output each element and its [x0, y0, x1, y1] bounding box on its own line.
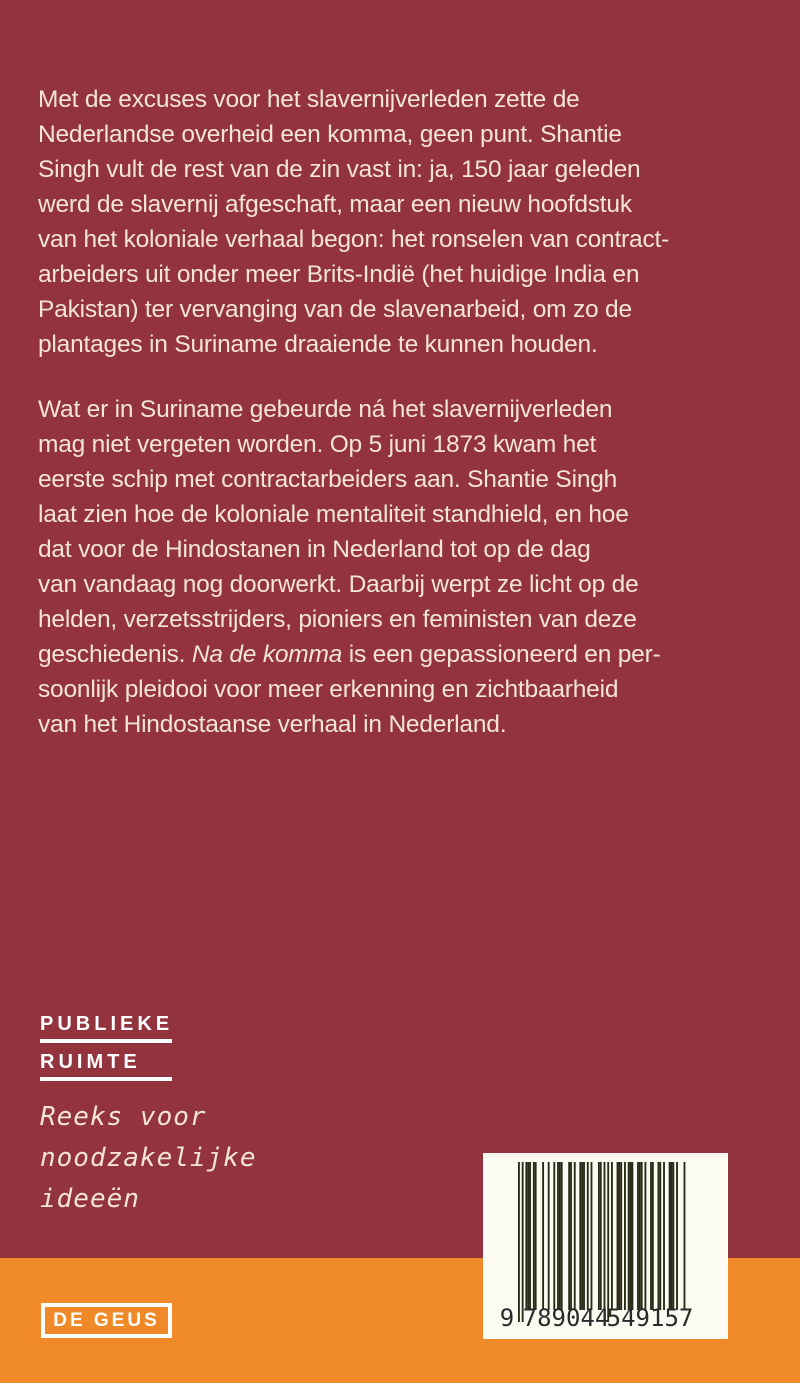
tagline-line: Reeks voor — [40, 1102, 207, 1132]
barcode-bars — [518, 1162, 685, 1322]
blurb-line: arbeiders uit onder meer Brits-Indië (het huidige India en — [38, 261, 640, 288]
barcode-digits-right: 549157 — [606, 1304, 694, 1332]
tagline-line: ideeën — [40, 1184, 140, 1214]
publisher-logo-text: DE GEUS — [53, 1309, 160, 1331]
back-cover-blurb — [38, 82, 778, 772]
series-tagline — [40, 1097, 257, 1220]
blurb-line: van het koloniale verhaal begon: het ronselen van contract- — [38, 226, 670, 253]
barcode — [483, 1153, 728, 1339]
barcode-digit-first: 9 — [499, 1304, 515, 1332]
barcode-digits-left: 789044 — [522, 1304, 610, 1332]
blurb-line: Nederlandse overheid een komma, geen punt. Shantie — [38, 121, 622, 148]
series-name-line-1: PUBLIEKE — [40, 1014, 172, 1043]
blurb-line: plantages in Suriname draaiende te kunnen houden. — [38, 331, 598, 358]
tagline-line: noodzakelijke — [40, 1143, 257, 1173]
blurb-line: Wat er in Suriname gebeurde ná het slavernijverleden — [38, 396, 613, 423]
book-title-italic: Na de komma — [191, 641, 343, 668]
blurb-line: mag niet vergeten worden. Op 5 juni 1873 kwam het — [38, 431, 597, 458]
blurb-line: werd de slavernij afgeschaft, maar een nieuw hoofdstuk — [38, 191, 632, 218]
blurb-line: van vandaag nog doorwerkt. Daarbij werpt ze licht op de — [38, 571, 639, 598]
blurb-text: geschiedenis. — [38, 641, 192, 668]
blurb-line-with-book-title — [38, 637, 778, 672]
blurb-line: Singh vult de rest van de zin vast in: ja, 150 jaar geleden — [38, 156, 641, 183]
blurb-line: eerste schip met contractarbeiders aan. Shantie Singh — [38, 466, 618, 493]
blurb-line: Pakistan) ter vervanging van de slavenarbeid, om zo de — [38, 296, 632, 323]
blurb-line: van het Hindostaanse verhaal in Nederland. — [38, 711, 507, 738]
series-name-line-2: RUIMTE — [40, 1052, 172, 1081]
blurb-text: is een gepassioneerd en per- — [342, 641, 661, 668]
series-name — [40, 1014, 172, 1090]
blurb-paragraph-2 — [38, 392, 778, 742]
blurb-line: helden, verzetsstrijders, pioniers en feministen van deze — [38, 606, 637, 633]
blurb-line: soonlijk pleidooi voor meer erkenning en zichtbaarheid — [38, 676, 619, 703]
blurb-line: laat zien hoe de koloniale mentaliteit standhield, en hoe — [38, 501, 629, 528]
blurb-line: Met de excuses voor het slavernijverleden zette de — [38, 86, 580, 113]
blurb-paragraph-1 — [38, 82, 778, 362]
blurb-line: dat voor de Hindostanen in Nederland tot op de dag — [38, 536, 591, 563]
publisher-logo-de-geus — [41, 1303, 172, 1338]
